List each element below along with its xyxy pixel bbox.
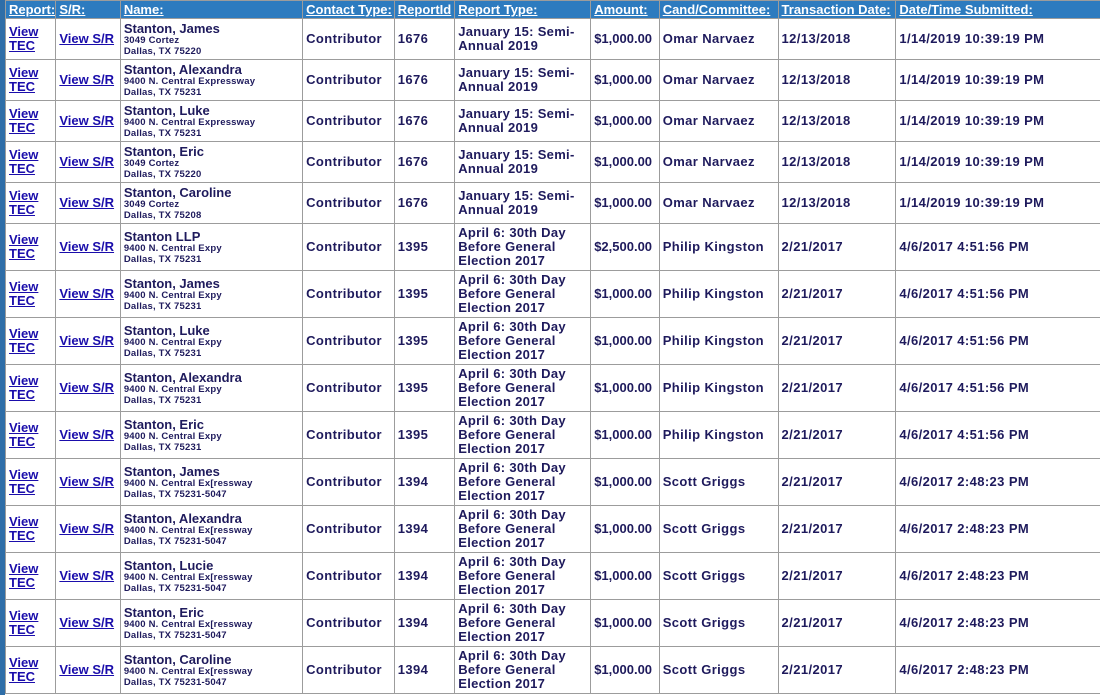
datetime-submitted-cell: 4/6/2017 4:51:56 PM [896,224,1100,270]
report-type-cell [455,647,590,693]
transaction-date-cell: 2/21/2017 [779,459,896,505]
report-cell [6,318,55,364]
address-line-1: 9400 N. Central Ex[ressway [123,524,253,536]
view-sr-link[interactable]: View S/R [59,474,115,489]
address-line-2: Dallas, TX 75231-5047 [123,488,227,500]
contact-type-cell: Contributor [303,101,394,141]
contact-type-cell: Contributor [303,553,394,599]
table-body [6,19,1100,693]
amount-cell: $1,000.00 [591,365,658,411]
address-line-2: Dallas, TX 75220 [123,168,202,180]
contributor-name: Stanton LLP [123,228,201,244]
address-line-1: 9400 N. Central Expy [123,336,222,348]
contributor-name: Stanton, Caroline [123,184,232,200]
amount-cell: $2,500.00 [591,224,658,270]
view-sr-link[interactable]: View S/R [59,521,115,536]
table-row [6,459,1100,505]
sr-cell [56,101,119,141]
address-line-1: 9400 N. Central Ex[ressway [123,571,253,583]
address-line-2: Dallas, TX 75231-5047 [123,582,227,594]
table-row [6,318,1100,364]
address-line-1: 3049 Cortez [123,198,180,210]
col-header-contact-type[interactable]: Contact Type: [303,1,394,18]
address-line-1: 9400 N. Central Expy [123,242,222,254]
datetime-submitted-cell: 4/6/2017 2:48:23 PM [896,553,1100,599]
datetime-submitted-cell: 1/14/2019 10:39:19 PM [896,101,1100,141]
address-line-2: Dallas, TX 75231 [123,347,202,359]
report-id-cell: 1676 [395,60,454,100]
table-row [6,142,1100,182]
view-tec-link[interactable]: View TEC [9,514,39,543]
contact-type-cell: Contributor [303,647,394,693]
cand-committee-cell: Scott Griggs [660,506,778,552]
report-type-text: January 15: Semi-Annual 2019 [458,106,575,135]
view-tec-link[interactable]: View TEC [9,608,39,637]
address-line-1: 3049 Cortez [123,34,180,46]
datetime-submitted-cell: 4/6/2017 4:51:56 PM [896,365,1100,411]
transaction-date-cell: 2/21/2017 [779,600,896,646]
contributor-name: Stanton, Alexandra [123,369,242,385]
amount-cell: $1,000.00 [591,506,658,552]
view-sr-link[interactable]: View S/R [59,615,115,630]
table-row [6,553,1100,599]
report-cell [6,142,55,182]
report-type-cell [455,600,590,646]
name-cell [121,142,302,182]
view-tec-link[interactable]: View TEC [9,279,39,308]
name-cell [121,271,302,317]
address-line-2: Dallas, TX 75231 [123,441,202,453]
results-container [5,0,1100,695]
amount-cell: $1,000.00 [591,553,658,599]
transaction-date-cell: 12/13/2018 [779,183,896,223]
cand-committee-cell: Philip Kingston [660,412,778,458]
sr-cell [56,647,119,693]
contact-type-cell: Contributor [303,459,394,505]
datetime-submitted-cell: 4/6/2017 2:48:23 PM [896,647,1100,693]
transaction-date-cell: 12/13/2018 [779,142,896,182]
col-header-datetime-submitted[interactable]: Date/Time Submitted: [896,1,1100,18]
report-type-text: April 6: 30th Day Before General Election 2017 [458,460,566,503]
report-id-cell: 1676 [395,142,454,182]
contributor-name: Stanton, Luke [123,102,210,118]
address-line-1: 9400 N. Central Ex[ressway [123,618,253,630]
amount-cell: $1,000.00 [591,271,658,317]
view-sr-link[interactable]: View S/R [59,195,115,210]
cand-committee-cell: Philip Kingston [660,271,778,317]
transaction-date-cell: 12/13/2018 [779,19,896,59]
contributor-name: Stanton, Luke [123,322,210,338]
table-row [6,506,1100,552]
report-type-text: April 6: 30th Day Before General Election 2017 [458,554,566,597]
name-cell [121,19,302,59]
report-type-cell [455,365,590,411]
report-cell [6,60,55,100]
report-type-cell [455,318,590,364]
report-cell [6,19,55,59]
report-type-cell [455,183,590,223]
col-header-amount[interactable]: Amount: [591,1,658,18]
report-id-cell: 1395 [395,271,454,317]
name-cell [121,60,302,100]
cand-committee-cell: Philip Kingston [660,318,778,364]
address-line-1: 9400 N. Central Expressway [123,116,256,128]
cand-committee-cell: Omar Narvaez [660,142,778,182]
col-header-report-id[interactable]: ReportId [395,1,454,18]
name-cell [121,224,302,270]
report-id-cell: 1395 [395,412,454,458]
report-type-text: April 6: 30th Day Before General Election 2017 [458,225,566,268]
address-line-2: Dallas, TX 75231 [123,127,202,139]
contributor-name: Stanton, James [123,463,220,479]
cand-committee-cell: Scott Griggs [660,647,778,693]
contact-type-cell: Contributor [303,224,394,270]
view-tec-link[interactable]: View TEC [9,232,39,261]
table-row [6,412,1100,458]
transaction-date-cell: 2/21/2017 [779,412,896,458]
view-sr-link[interactable]: View S/R [59,662,115,677]
report-id-cell: 1676 [395,101,454,141]
datetime-submitted-cell: 1/14/2019 10:39:19 PM [896,19,1100,59]
view-sr-link[interactable]: View S/R [59,72,115,87]
contact-type-cell: Contributor [303,318,394,364]
address-line-2: Dallas, TX 75231 [123,394,202,406]
sr-cell [56,553,119,599]
report-id-cell: 1676 [395,183,454,223]
cand-committee-cell: Scott Griggs [660,553,778,599]
contact-type-cell: Contributor [303,183,394,223]
cand-committee-cell: Omar Narvaez [660,19,778,59]
report-type-text: January 15: Semi-Annual 2019 [458,24,575,53]
address-line-2: Dallas, TX 75231-5047 [123,629,227,641]
transaction-date-cell: 2/21/2017 [779,318,896,364]
amount-cell: $1,000.00 [591,19,658,59]
report-type-text: January 15: Semi-Annual 2019 [458,147,575,176]
datetime-submitted-cell: 4/6/2017 4:51:56 PM [896,412,1100,458]
sr-cell [56,412,119,458]
sr-cell [56,506,119,552]
col-header-name[interactable]: Name: [121,1,302,18]
sr-cell [56,459,119,505]
amount-cell: $1,000.00 [591,318,658,364]
address-line-1: 3049 Cortez [123,157,180,169]
view-tec-link[interactable]: View TEC [9,655,39,684]
datetime-submitted-cell: 1/14/2019 10:39:19 PM [896,60,1100,100]
view-tec-link[interactable]: View TEC [9,326,39,355]
report-type-cell [455,224,590,270]
table-row [6,271,1100,317]
name-cell [121,506,302,552]
contact-type-cell: Contributor [303,142,394,182]
cand-committee-cell: Philip Kingston [660,224,778,270]
datetime-submitted-cell: 4/6/2017 2:48:23 PM [896,600,1100,646]
report-cell [6,271,55,317]
transaction-date-cell: 12/13/2018 [779,101,896,141]
report-cell [6,506,55,552]
sr-cell [56,271,119,317]
col-header-transaction-date[interactable]: Transaction Date: [779,1,896,18]
contributions-table [5,0,1100,694]
col-header-report-type[interactable]: Report Type: [455,1,590,18]
contributor-name: Stanton, Caroline [123,651,232,667]
report-id-cell: 1394 [395,600,454,646]
sr-cell [56,19,119,59]
report-cell [6,183,55,223]
contributor-name: Stanton, Eric [123,416,204,432]
table-row [6,365,1100,411]
table-row [6,647,1100,693]
contact-type-cell: Contributor [303,506,394,552]
transaction-date-cell: 2/21/2017 [779,271,896,317]
contributor-name: Stanton, Eric [123,143,204,159]
view-sr-link[interactable]: View S/R [59,154,115,169]
address-line-1: 9400 N. Central Expressway [123,75,256,87]
report-id-cell: 1394 [395,459,454,505]
address-line-2: Dallas, TX 75231 [123,86,202,98]
view-sr-link[interactable]: View S/R [59,113,115,128]
address-line-2: Dallas, TX 75220 [123,45,202,57]
report-type-text: April 6: 30th Day Before General Election 2017 [458,648,566,691]
sr-cell [56,142,119,182]
report-cell [6,600,55,646]
sr-cell [56,183,119,223]
contributor-name: Stanton, Alexandra [123,510,242,526]
sr-cell [56,224,119,270]
view-tec-link[interactable]: View TEC [9,147,39,176]
table-row [6,600,1100,646]
cand-committee-cell: Scott Griggs [660,600,778,646]
report-cell [6,553,55,599]
name-cell [121,459,302,505]
view-sr-link[interactable]: View S/R [59,31,115,46]
address-line-1: 9400 N. Central Ex[ressway [123,665,253,677]
amount-cell: $1,000.00 [591,412,658,458]
report-id-cell: 1394 [395,506,454,552]
report-type-text: April 6: 30th Day Before General Election 2017 [458,413,566,456]
table-row [6,19,1100,59]
view-tec-link[interactable]: View TEC [9,188,39,217]
report-id-cell: 1676 [395,19,454,59]
amount-cell: $1,000.00 [591,459,658,505]
contributor-name: Stanton, James [123,275,220,291]
report-type-cell [455,271,590,317]
view-tec-link[interactable]: View TEC [9,373,39,402]
datetime-submitted-cell: 4/6/2017 2:48:23 PM [896,506,1100,552]
report-cell [6,459,55,505]
transaction-date-cell: 2/21/2017 [779,553,896,599]
transaction-date-cell: 2/21/2017 [779,224,896,270]
view-sr-link[interactable]: View S/R [59,568,115,583]
contact-type-cell: Contributor [303,271,394,317]
report-type-text: January 15: Semi-Annual 2019 [458,188,575,217]
name-cell [121,365,302,411]
address-line-1: 9400 N. Central Expy [123,430,222,442]
cand-committee-cell: Scott Griggs [660,459,778,505]
transaction-date-cell: 2/21/2017 [779,647,896,693]
report-id-cell: 1394 [395,647,454,693]
view-tec-link[interactable]: View TEC [9,467,39,496]
address-line-2: Dallas, TX 75231-5047 [123,535,227,547]
amount-cell: $1,000.00 [591,647,658,693]
name-cell [121,183,302,223]
report-type-text: April 6: 30th Day Before General Election 2017 [458,272,566,315]
cand-committee-cell: Omar Narvaez [660,60,778,100]
sr-cell [56,318,119,364]
cand-committee-cell: Omar Narvaez [660,183,778,223]
sr-cell [56,600,119,646]
report-type-cell [455,506,590,552]
datetime-submitted-cell: 4/6/2017 4:51:56 PM [896,318,1100,364]
transaction-date-cell: 2/21/2017 [779,365,896,411]
report-type-cell [455,101,590,141]
report-id-cell: 1395 [395,365,454,411]
view-sr-link[interactable]: View S/R [59,380,115,395]
report-id-cell: 1394 [395,553,454,599]
datetime-submitted-cell: 4/6/2017 2:48:23 PM [896,459,1100,505]
view-tec-link[interactable]: View TEC [9,420,39,449]
report-type-cell [455,19,590,59]
table-row [6,101,1100,141]
name-cell [121,553,302,599]
contributor-name: Stanton, Lucie [123,557,214,573]
report-cell [6,101,55,141]
report-type-text: April 6: 30th Day Before General Election 2017 [458,601,566,644]
col-header-report[interactable]: Report: [6,1,55,18]
datetime-submitted-cell: 1/14/2019 10:39:19 PM [896,183,1100,223]
view-tec-link[interactable]: View TEC [9,65,39,94]
view-sr-link[interactable]: View S/R [59,427,115,442]
transaction-date-cell: 2/21/2017 [779,506,896,552]
name-cell [121,412,302,458]
amount-cell: $1,000.00 [591,600,658,646]
sr-cell [56,60,119,100]
col-header-cand-committee[interactable]: Cand/Committee: [660,1,778,18]
view-tec-link[interactable]: View TEC [9,24,39,53]
view-sr-link[interactable]: View S/R [59,286,115,301]
report-type-cell [455,553,590,599]
cand-committee-cell: Philip Kingston [660,365,778,411]
amount-cell: $1,000.00 [591,183,658,223]
report-type-text: April 6: 30th Day Before General Election 2017 [458,366,566,409]
report-cell [6,412,55,458]
report-type-cell [455,459,590,505]
address-line-2: Dallas, TX 75231 [123,253,202,265]
contributor-name: Stanton, Alexandra [123,61,242,77]
address-line-2: Dallas, TX 75231 [123,300,202,312]
report-cell [6,365,55,411]
amount-cell: $1,000.00 [591,142,658,182]
datetime-submitted-cell: 1/14/2019 10:39:19 PM [896,142,1100,182]
report-type-cell [455,60,590,100]
contributor-name: Stanton, Eric [123,604,204,620]
name-cell [121,647,302,693]
transaction-date-cell: 12/13/2018 [779,60,896,100]
address-line-1: 9400 N. Central Expy [123,383,222,395]
table-header-row [6,1,1100,18]
amount-cell: $1,000.00 [591,101,658,141]
report-cell [6,647,55,693]
datetime-submitted-cell: 4/6/2017 4:51:56 PM [896,271,1100,317]
address-line-1: 9400 N. Central Ex[ressway [123,477,253,489]
col-header-sr[interactable]: S/R: [56,1,119,18]
report-type-text: April 6: 30th Day Before General Election 2017 [458,319,566,362]
amount-cell: $1,000.00 [591,60,658,100]
report-type-cell [455,142,590,182]
report-type-text: January 15: Semi-Annual 2019 [458,65,575,94]
view-tec-link[interactable]: View TEC [9,106,39,135]
table-row [6,224,1100,270]
report-cell [6,224,55,270]
name-cell [121,600,302,646]
contact-type-cell: Contributor [303,19,394,59]
sr-cell [56,365,119,411]
view-sr-link[interactable]: View S/R [59,239,115,254]
table-row [6,60,1100,100]
contact-type-cell: Contributor [303,600,394,646]
cand-committee-cell: Omar Narvaez [660,101,778,141]
report-type-cell [455,412,590,458]
contact-type-cell: Contributor [303,365,394,411]
view-sr-link[interactable]: View S/R [59,333,115,348]
contributor-name: Stanton, James [123,20,220,36]
name-cell [121,318,302,364]
table-row [6,183,1100,223]
name-cell [121,101,302,141]
report-id-cell: 1395 [395,318,454,364]
report-id-cell: 1395 [395,224,454,270]
report-type-text: April 6: 30th Day Before General Election 2017 [458,507,566,550]
contact-type-cell: Contributor [303,412,394,458]
view-tec-link[interactable]: View TEC [9,561,39,590]
address-line-2: Dallas, TX 75208 [123,209,202,221]
address-line-2: Dallas, TX 75231-5047 [123,676,227,688]
address-line-1: 9400 N. Central Expy [123,289,222,301]
contact-type-cell: Contributor [303,60,394,100]
